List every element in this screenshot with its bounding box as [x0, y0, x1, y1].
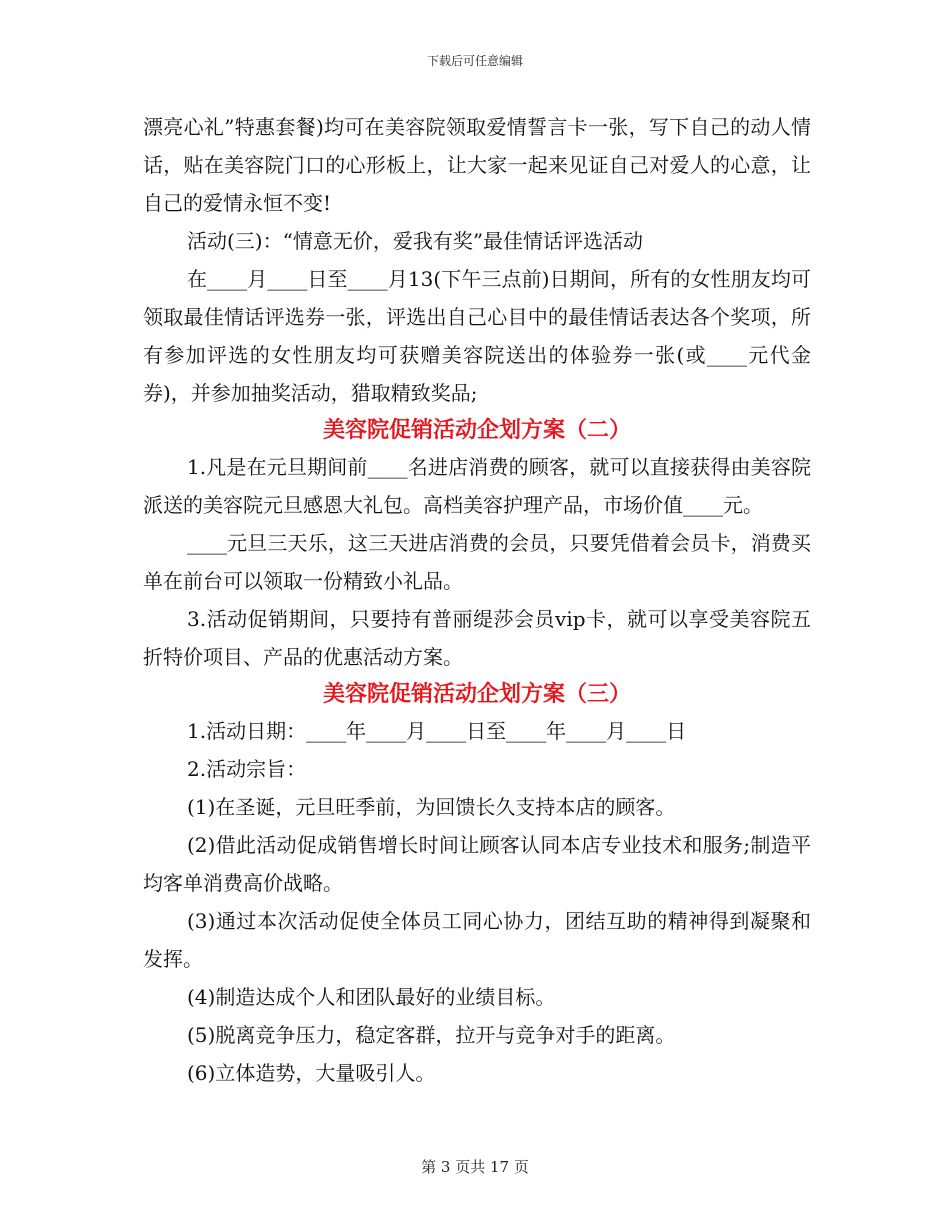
section-heading: 美容院促销活动企划方案（三） [322, 681, 631, 707]
list-item: (3)通过本次活动促使全体员工同心协力，团结互助的精神得到凝聚和发挥。 [143, 909, 811, 971]
paragraph: 2.活动宗旨： [187, 757, 307, 781]
paragraph: 1.凡是在元旦期间前____名进店消费的顾客，就可以直接获得由美容院派送的美容院元旦感恩大礼包。高档美容护理产品，市场价值____元。 [143, 455, 811, 517]
list-item: (4)制造达成个人和团队最好的业绩目标。 [187, 985, 556, 1009]
page-footer: 第 3 页共 17 页 [421, 1158, 529, 1176]
paragraph: ____元旦三天乐，这三天进店消费的会员，只要凭借着会员卡，消费买单在前台可以领取一份精致小礼品。 [143, 531, 811, 593]
paragraph: 1.活动日期：____年____月____日至____年____月____日 [187, 719, 687, 743]
list-item: (2)借此活动促成销售增长时间让顾客认同本店专业技术和服务;制造平均客单消费高价战略。 [143, 833, 811, 895]
list-item: (1)在圣诞，元旦旺季前，为回馈长久支持本店的顾客。 [187, 795, 676, 819]
paragraph: 活动(三)：“情意无价，爱我有奖”最佳情话评选活动 [187, 229, 644, 253]
page-header: 下载后可任意编辑 [426, 54, 523, 68]
section-heading: 美容院促销活动企划方案（二） [322, 417, 631, 443]
document-body [143, 108, 811, 1092]
paragraph: 3.活动促销期间，只要持有普丽缇莎会员vip卡，就可以享受美容院五折特价项目、产品的优惠活动方案。 [143, 607, 811, 669]
paragraph: 漂亮心礼”特惠套餐)均可在美容院领取爱情誓言卡一张，写下自己的动人情话，贴在美容院门口的心形板上，让大家一起来见证自己对爱人的心意，让自己的爱情永恒不变! [143, 115, 811, 215]
list-item: (5)脱离竞争压力，稳定客群，拉开与竞争对手的距离。 [187, 1023, 676, 1047]
list-item: (6)立体造势，大量吸引人。 [187, 1061, 436, 1085]
paragraph: 在____月____日至____月13(下午三点前)日期间，所有的女性朋友均可领取最佳情话评选券一张，评选出自己心目中的最佳情话表达各个奖项，所有参加评选的女性朋友均可获赠美容院送出的体验券一张(或____元代金券)，并参加抽奖活动，猎取精致奖品; [143, 267, 811, 405]
